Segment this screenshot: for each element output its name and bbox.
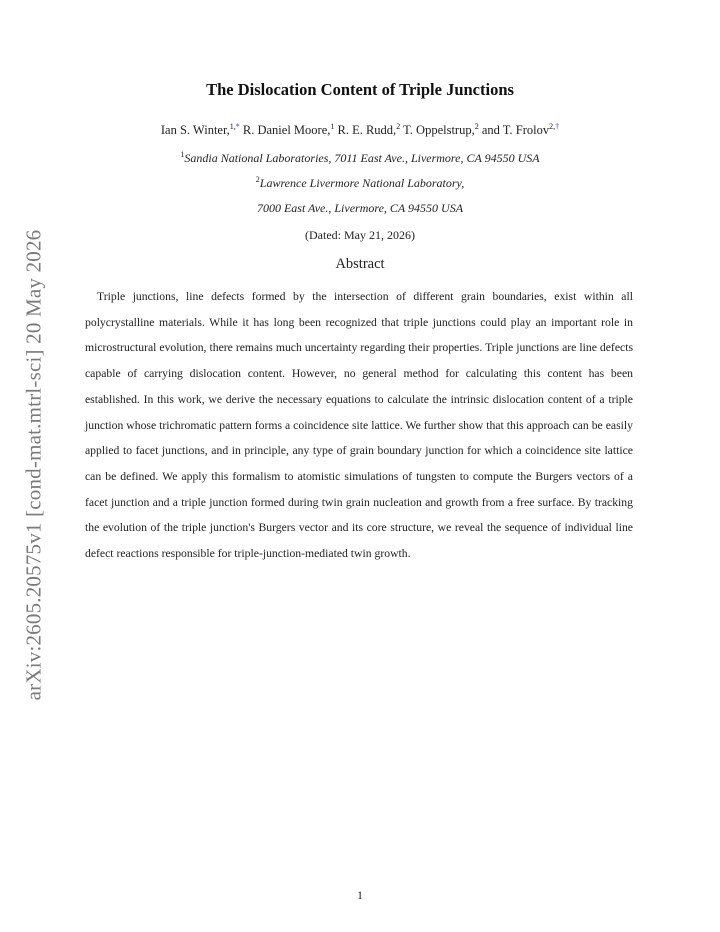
author-name: Ian S. Winter, [160,123,230,137]
affiliation-number: 1 [180,150,185,159]
page-number: 1 [357,888,363,902]
arxiv-identifier-stamp: arXiv:2605.20575v1 [cond-mat.mtrl-sci] 20 May 2026 [21,229,46,701]
author-list [0,122,720,138]
abstract-heading: Abstract [335,256,385,272]
affiliation-1 [0,150,720,166]
author-affiliation-mark: 1,* [229,122,240,131]
abstract-body: Triple junctions, line defects formed by the intersection of different grain boundaries, exist within all polycrystalline materials. While it has long been recognized that triple junctions could play an important role in microstructural evolution, there remains much uncertainty regarding their properties. Triple junctions are line defects capable of carrying dislocation content. However, no general method for calculating this content has been established. In this work, we derive the necessary equations to calculate the intrinsic dislocation content of a triple junction whose trichromatic pattern forms a coincidence site lattice. We further show that this approach can be easily applied to facet junctions, and in principle, any type of grain boundary junction for which a coincidence site lattice can be defined. We apply this formalism to atomistic simulations of tungsten to compute the Burgers vectors of a facet junction and a triple junction formed during twin grain nucleation and growth from a free surface. By tracking the evolution of the triple junction's Burgers vector and its core structure, we reveal the sequence of individual line defect reactions responsible for triple-junction-mediated twin growth. [85,290,633,561]
author-name: T. Oppelstrup, [403,123,475,137]
author-name: R. Daniel Moore, [242,123,331,137]
author-affiliation-mark: 1 [330,122,335,131]
author-affiliation-mark: 2 [474,122,479,131]
date-line: (Dated: May 21, 2026) [305,228,415,242]
paper-title: The Dislocation Content of Triple Junctions [206,80,514,99]
author-name: R. E. Rudd, [337,123,397,137]
author-name: and T. Frolov [481,123,550,137]
affiliation-text: Sandia National Laboratories, 7011 East Ave., Livermore, CA 94550 USA [184,151,540,165]
affiliation-text: Lawrence Livermore National Laboratory, [259,176,465,190]
affiliation-2-address: 7000 East Ave., Livermore, CA 94550 USA [256,201,464,215]
affiliation-number: 2 [255,175,260,184]
author-affiliation-mark: 2,† [549,122,560,131]
author-affiliation-mark: 2 [396,122,401,131]
affiliation-2 [0,175,720,191]
corresponding-author-link[interactable]: * [235,122,240,131]
author-footnote-link[interactable]: † [555,122,560,131]
